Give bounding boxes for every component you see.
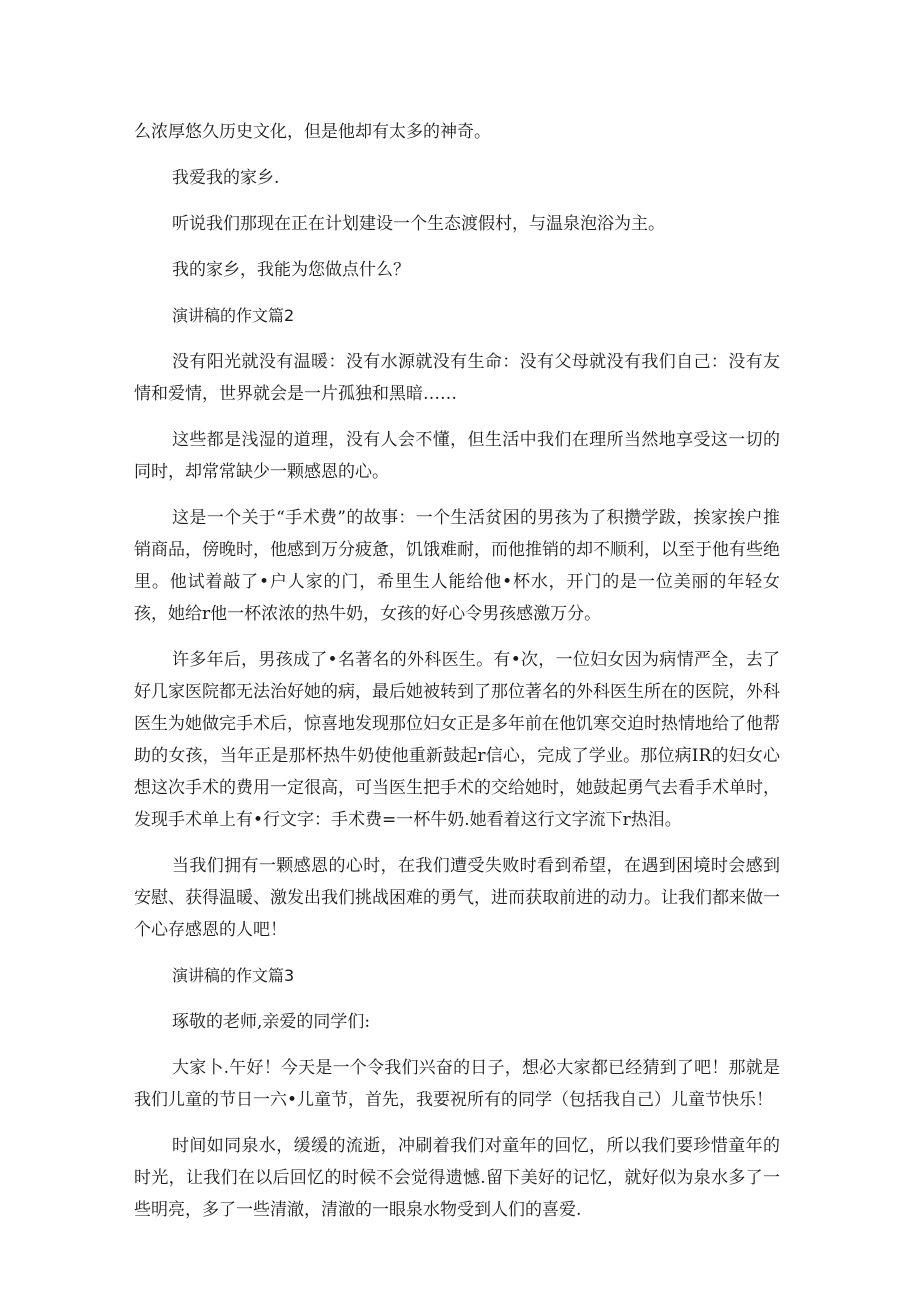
paragraph-years-later: 许多年后，男孩成了•名著名的外科医生。有•次，一位妇女因为病情严全，去了好几家医院都无法治好她的病，最后她被转到了那位著名的外科医生所在的医院，外科医生为她做完手术后，惊喜地发现那位妇女正是多年前在他饥寒交迫时热情地给了他帮助的女孩，当年正是那杯热牛奶使他重新鼓起r信心，完成了学业。那位病IR的妇女心想这次手术的费用一定很高，可当医生把手术的交给她时，她鼓起勇气去看手术单时，发现手术单上有•行文字：手术费=一杯牛奶.她看着这行文字流下r热泪。	[134, 650, 780, 830]
section-heading-2: 演讲稿的作文篇2	[172, 306, 295, 325]
section-heading-3: 演讲稿的作文篇3	[172, 966, 295, 985]
paragraph-surgery-fee-story: 这是一个关于“手术费”的故事：一个生活贫困的男孩为了积攒学跋，挨家挨户推销商品，傍晚时，他感到万分疲惫，饥饿难耐，而他推销的却不顺利，以至于他有些绝里。他试着敲了•户人家的门，希里生人能给他•杯水，开门的是一位美丽的年轻女孩，她给r他一杯浓浓的热牛奶，女孩的好心令男孩感激万分。	[134, 508, 780, 624]
paragraph-childrens-day: 大家卜.午好！今天是一个令我们兴奋的日子，想必大家都已经猜到了吧！那就是我们儿童的节日一六•儿童节，首先，我要祝所有的同学（包括我自己）儿童节快乐！	[134, 1058, 780, 1110]
paragraph-time-like-spring: 时间如同泉水，缓缓的流逝，冲刷着我们对童年的回忆，所以我们要珍惜童年的时光，让我们在以后回忆的时候不会觉得遗憾.留下美好的记忆，就好似为泉水多了一些明亮，多了一些清澈，清澈的一眼泉水物受到人们的喜爱.	[134, 1136, 780, 1220]
paragraph-eco-resort: 听说我们那现在正在计划建设一个生态渡假村，与温泉泡浴为主。	[172, 214, 665, 234]
paragraph-no-sunshine: 没有阳光就没有温暖：没有水源就没有生命：没有父母就没有我们自己：没有友情和爱情，世界就会是一片孤独和黑暗……	[134, 352, 780, 404]
paragraph-love-hometown: 我爱我的家乡.	[172, 168, 280, 188]
paragraph-continuation: 么浓厚悠久历史文化，但是他却有太多的神奇。	[134, 122, 491, 142]
paragraph-simple-truth: 这些都是浅湿的道理，没有人会不懂，但生活中我们在理所当然地享受这一切的同时，却常常缺少一颗感恩的心。	[134, 430, 780, 482]
paragraph-what-can-i-do: 我的家乡，我能为您做点什么？	[172, 260, 410, 280]
document-body	[134, 116, 780, 1240]
paragraph-grateful-heart: 当我们拥有一颗感恩的心时，在我们遭受失败时看到希望，在遇到困境时会感到安慰、获得温暖、激发出我们挑战困难的勇气，进而获取前进的动力。让我们都来做一个心存感恩的人吧！	[134, 856, 780, 940]
paragraph-greeting: 琢敬的老师,亲爱的同学们:	[172, 1012, 371, 1032]
